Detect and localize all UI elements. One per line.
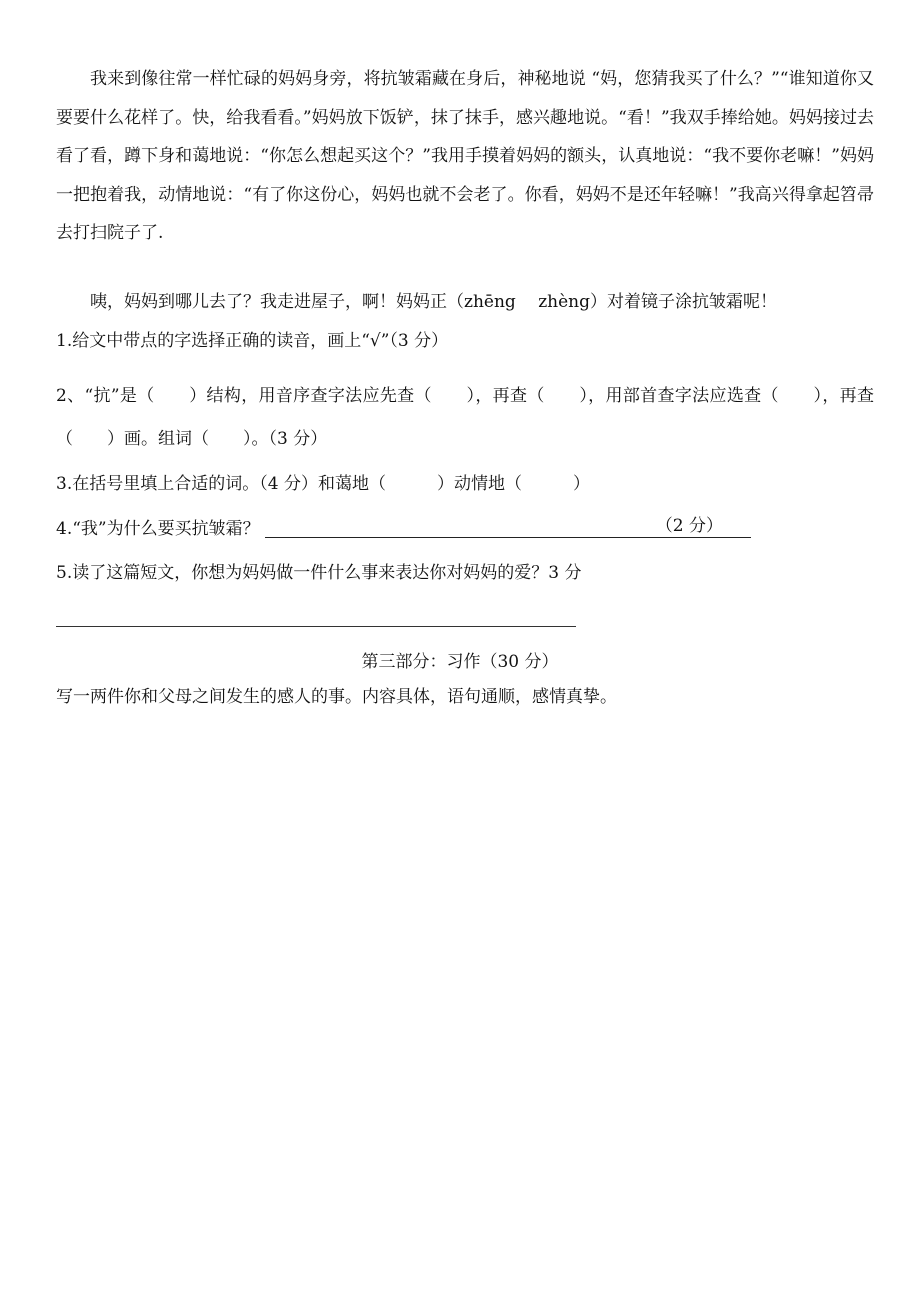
- question-2: 2、“抗”是（ ）结构，用音序查字法应先查（ ），再查（ ），用部首查字法应选查（ ），再查（ ）画。组词（ ）。（3 分）: [56, 386, 874, 449]
- reading-paragraph-2: 咦，妈妈到哪儿去了？我走进屋子，啊！妈妈正（zhēng zhèng）对着镜子涂抗皱霜呢！: [90, 292, 777, 312]
- question-1: 1.给文中带点的字选择正确的读音，画上“√”（3 分）: [56, 331, 449, 351]
- essay-prompt: 写一两件你和父母之间发生的感人的事。内容具体，语句通顺，感情真挚。: [56, 687, 617, 707]
- question-4-answer-line[interactable]: [265, 515, 751, 538]
- question-3: 3.在括号里填上合适的词。（4 分）和蔼地（ ）动情地（ ）: [56, 474, 590, 494]
- question-4: [56, 508, 874, 551]
- answer-line[interactable]: [56, 626, 576, 627]
- question-4-points: （2 分）: [655, 516, 724, 536]
- question-4-text: 4.“我”为什么要买抗皱霜？: [56, 519, 260, 539]
- reading-paragraph-1: 我来到像往常一样忙碌的妈妈身旁，将抗皱霜藏在身后，神秘地说 “妈，您猜我买了什么？”“谁知道你又要要什么花样了。快，给我看看。”妈妈放下饭铲，抹了抹手，感兴趣地说。“看！”我双手捧给她。妈妈接过去看了看，蹲下身和蔼地说：“你怎么想起买这个？”我用手摸着妈妈的额头，认真地说：“我不要你老嘛！”妈妈一把抱着我，动情地说：“有了你这份心，妈妈也就不会老了。你看，妈妈不是还年轻嘛！”我高兴得拿起笤帚去打扫院子了.: [56, 69, 874, 243]
- section-3-title: 第三部分：习作（30 分）: [361, 652, 559, 672]
- question-5: 5.读了这篇短文，你想为妈妈做一件什么事来表达你对妈妈的爱？3 分: [56, 563, 582, 583]
